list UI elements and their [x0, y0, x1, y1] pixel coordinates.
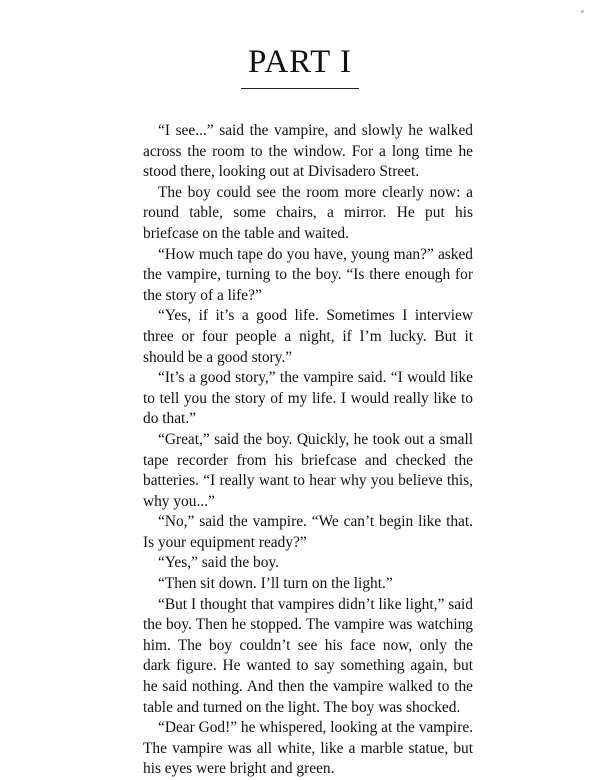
paragraph: “Great,” said the boy. Quickly, he took out a small tape recorder from his briefcase and checked the batteries. “I really want to hear why you believe this, why you...”	[143, 430, 473, 510]
paragraph: “Yes,” said the boy.	[158, 554, 279, 572]
paragraph: “Dear God!” he whispered, looking at the vampire. The vampire was all white, like a marble statue, but his eyes were bright and green.	[143, 719, 473, 778]
paragraph: “How much tape do you have, young man?” asked the vampire, turning to the boy. “Is there enough for the story of a life?”	[143, 245, 473, 304]
paragraph: “No,” said the vampire. “We can’t begin like that. Is your equipment ready?”	[143, 513, 473, 551]
title-underline-rule	[241, 88, 359, 89]
paragraph: “Then sit down. I’ll turn on the light.”	[158, 575, 393, 593]
chapter-heading-block	[0, 44, 600, 89]
paragraph: “But I thought that vampires didn’t like light,” said the boy. Then he stopped. The vampire was watching him. The boy couldn’t see his face now, only the dark figure. He wanted to say something again, but he said nothing. And then the vampire walked to the table and turned on the light. The boy was shocked.	[143, 595, 473, 716]
paragraph: “I see...” said the vampire, and slowly he walked across the room to the window. For a long time he stood there, looking out at Divisadero Street.	[143, 122, 473, 181]
paragraph: “Yes, if it’s a good life. Sometimes I interview three or four people a night, if I’m lucky. But it should be a good story.”	[143, 307, 473, 366]
paragraph: “It’s a good story,” the vampire said. “I would like to tell you the story of my life. I would really like to do that.”	[143, 369, 473, 428]
body-text	[143, 121, 473, 780]
chapter-title: PART I	[248, 44, 352, 80]
scan-speck	[581, 10, 584, 13]
paragraph: The boy could see the room more clearly now: a round table, some chairs, a mirror. He put his briefcase on the table and waited.	[143, 183, 473, 242]
